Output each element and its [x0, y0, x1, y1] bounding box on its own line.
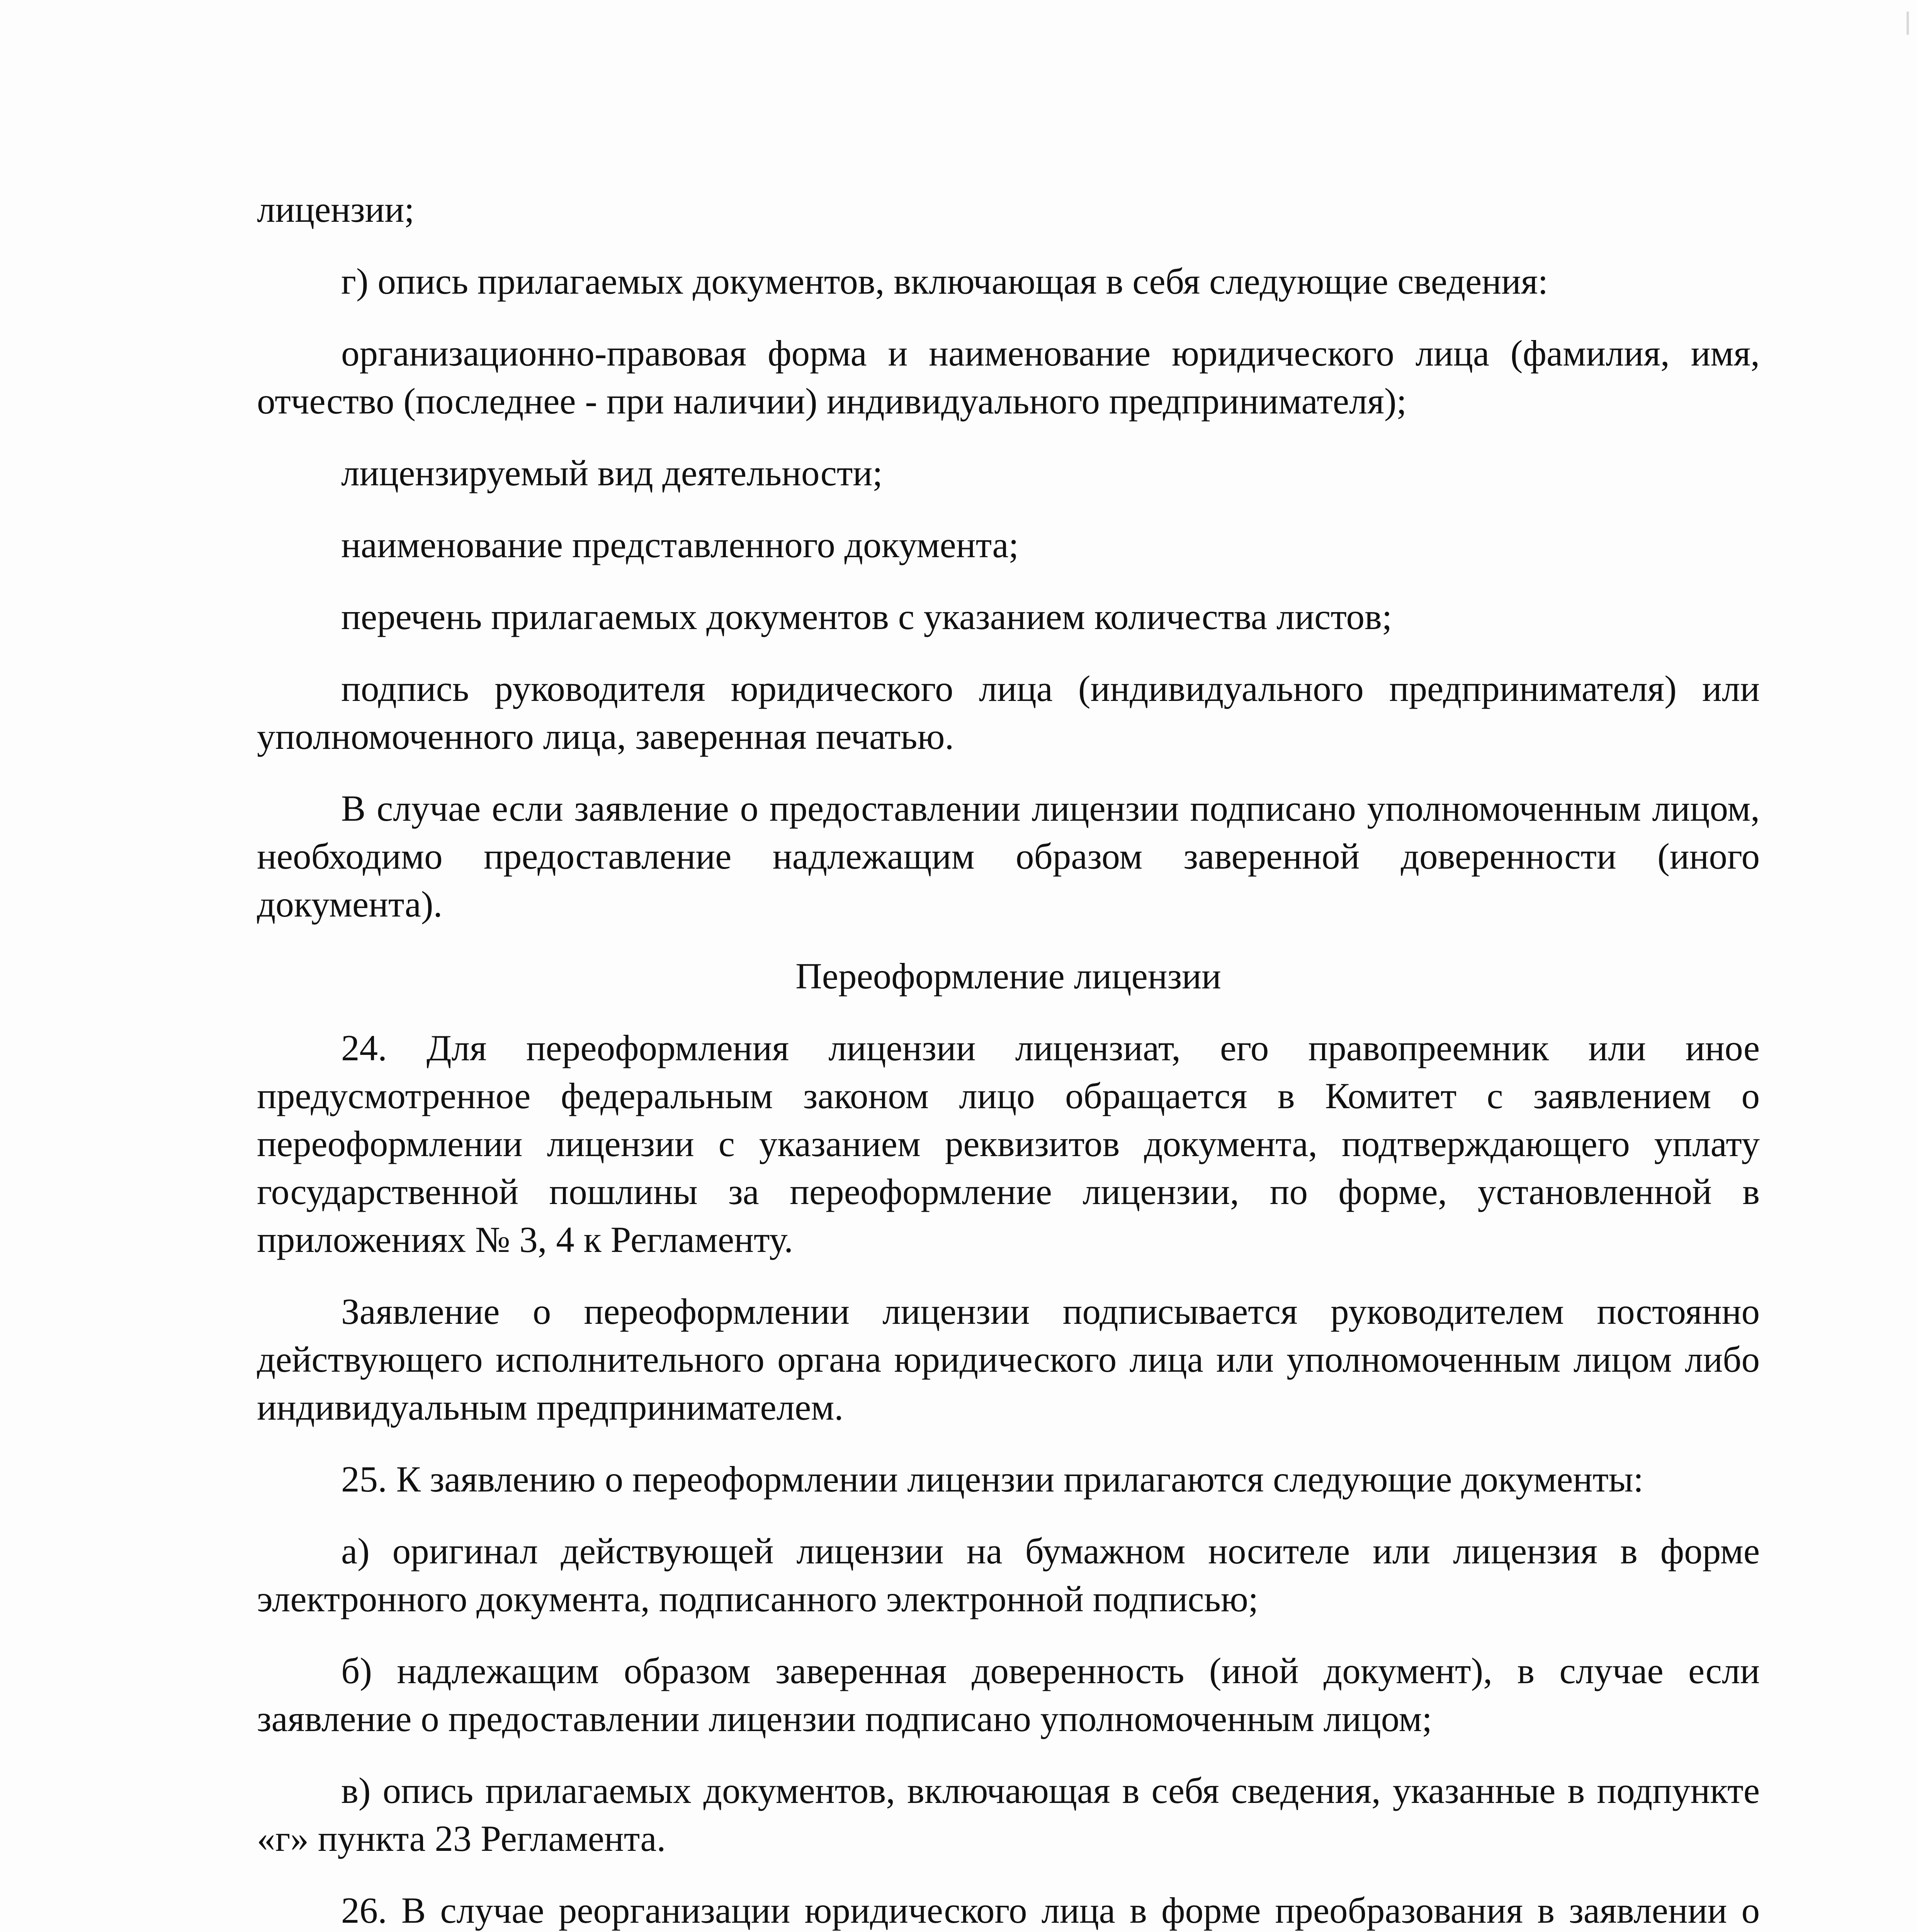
paragraph: перечень прилагаемых документов с указанием количества листов; — [341, 596, 1392, 637]
scan-edge-mark — [1907, 12, 1909, 35]
paragraph: лицензируемый вид деятельности; — [341, 452, 883, 493]
paragraph: в) опись прилагаемых документов, включающая в себя сведения, указанные в подпункте «г» пункта 23 Регламента. — [257, 1770, 1760, 1859]
section-heading: Переоформление лицензии — [795, 956, 1221, 997]
paragraph: Заявление о переоформлении лицензии подписывается руководителем постоянно действующего исполнительного органа юридического лица или уполномоченным лицом либо индивидуальным предпринимателем. — [257, 1291, 1760, 1428]
paragraph: подпись руководителя юридического лица (индивидуального предпринимателя) или уполномоченного лица, заверенная печатью. — [257, 668, 1760, 757]
paragraph: 26. В случае реорганизации юридического лица в форме преобразования в заявлении о — [341, 1890, 1760, 1931]
paragraph: наименование представленного документа; — [341, 524, 1019, 565]
paragraph: 25. К заявлению о переоформлении лицензии прилагаются следующие документы: — [341, 1459, 1643, 1500]
paragraph: а) оригинал действующей лицензии на бумажном носителе или лицензия в форме электронного документа, подписанного электронной подписью; — [257, 1531, 1760, 1619]
paragraph: лицензии; — [257, 189, 415, 230]
document-body — [257, 185, 1760, 1932]
paragraph: б) надлежащим образом заверенная доверенность (иной документ), в случае если заявление о предоставлении лицензии подписано уполномоченным лицом; — [257, 1650, 1760, 1739]
paragraph: организационно-правовая форма и наименование юридического лица (фамилия, имя, отчество (последнее - при наличии) индивидуального предпринимателя); — [257, 333, 1760, 422]
paragraph: 24. Для переоформления лицензии лицензиат, его правопреемник или иное предусмотренное федеральным законом лицо обращается в Комитет с заявлением о переоформлении лицензии с указанием реквизитов документа, подтверждающего уплату государственной пошлины за переоформление лицензии, по форме, установленной в приложениях № 3, 4 к Регламенту. — [257, 1027, 1760, 1260]
paragraph: В случае если заявление о предоставлении лицензии подписано уполномоченным лицом, необходимо предоставление надлежащим образом заверенной доверенности (иного документа). — [257, 788, 1760, 925]
paragraph: г) опись прилагаемых документов, включающая в себя следующие сведения: — [341, 261, 1548, 302]
